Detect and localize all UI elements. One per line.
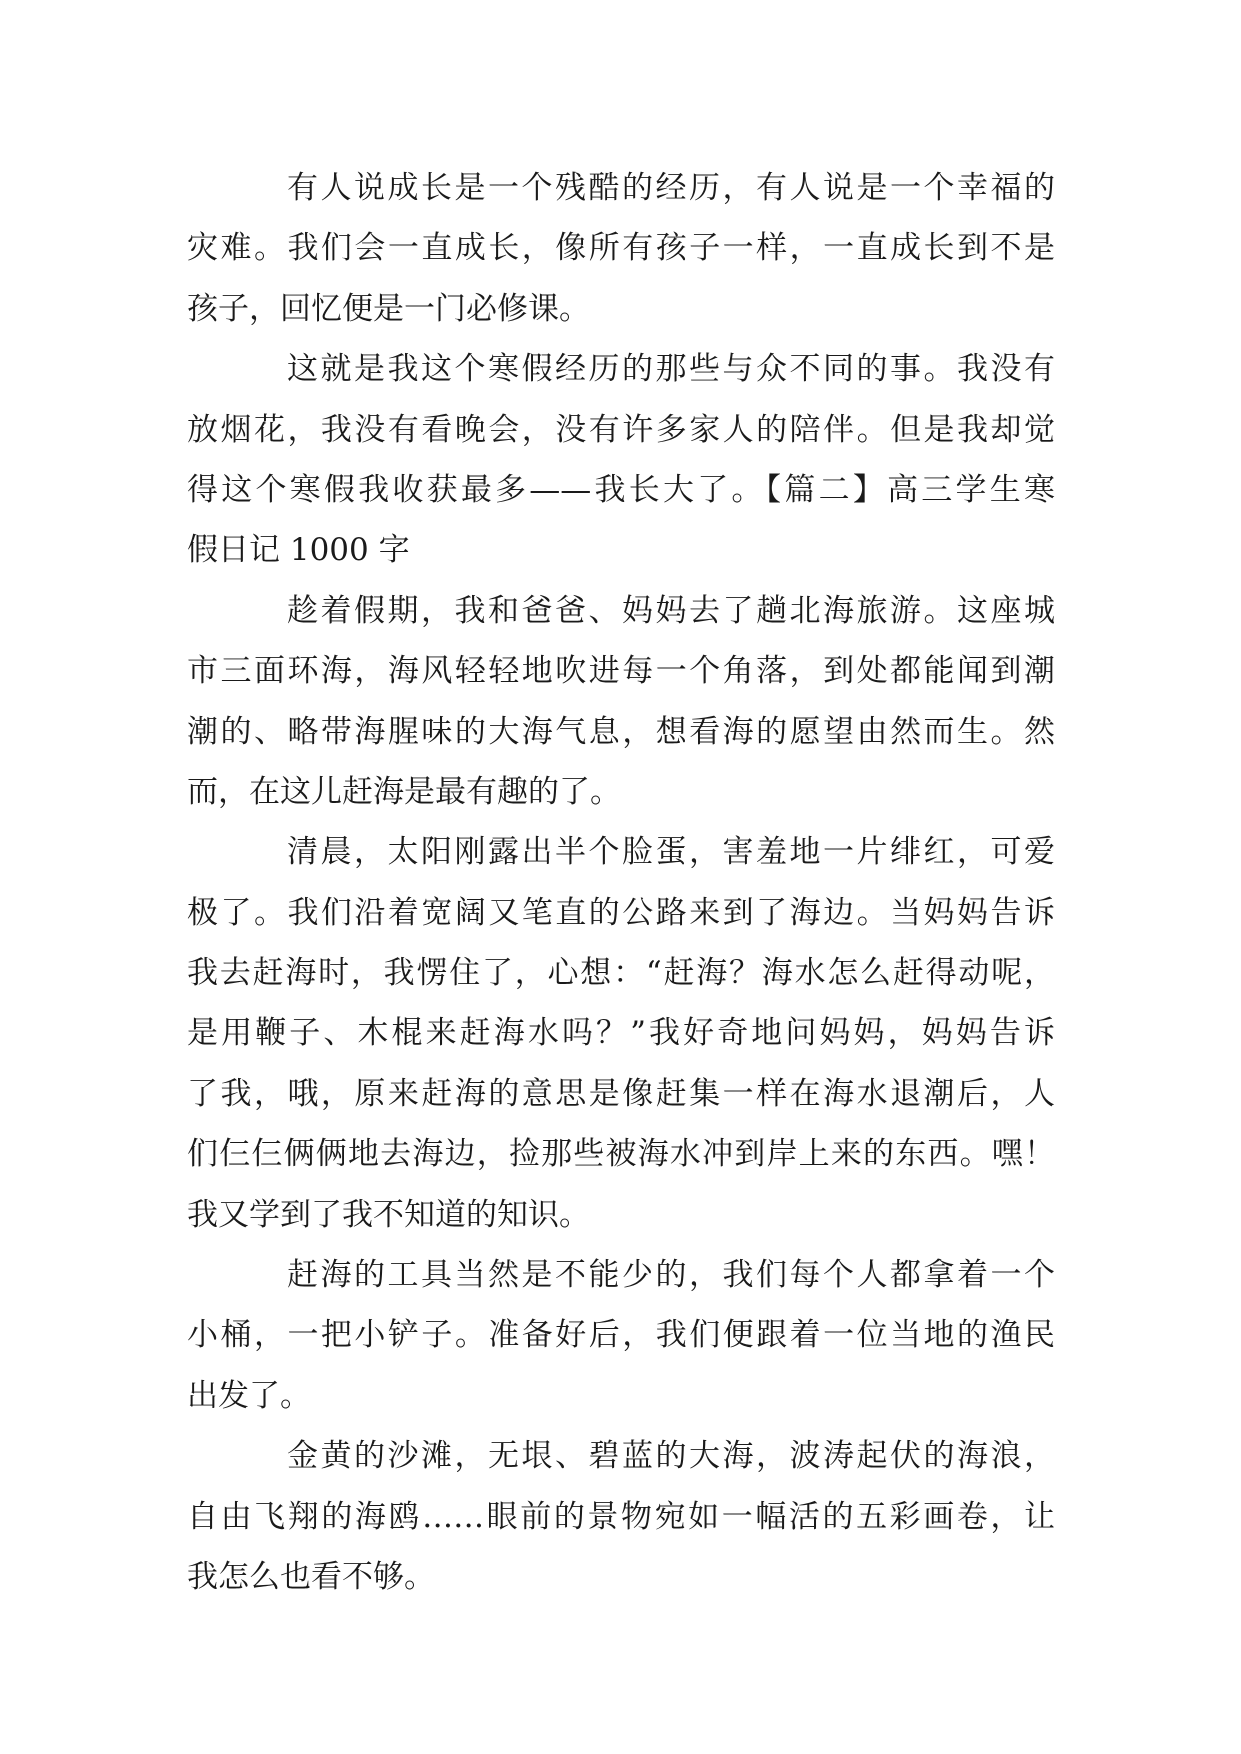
text-line: 趁着假期，我和爸爸、妈妈去了趟北海旅游。这座城 [287, 592, 1055, 629]
text-line: 灾难。我们会一直成长，像所有孩子一样，一直成长到不是 [187, 230, 1055, 267]
text-line: 清晨，太阳刚露出半个脸蛋，害羞地一片绯红，可爱 [287, 834, 1055, 871]
text-line: 得这个寒假我收获最多——我长大了。【篇二】高三学生寒 [187, 471, 1055, 508]
text-line: 我又学到了我不知道的知识。 [187, 1196, 590, 1233]
text-line: 了我，哦，原来赶海的意思是像赶集一样在海水退潮后，人 [187, 1075, 1055, 1112]
paragraph-2 [187, 339, 1055, 581]
paragraph-5 [187, 1245, 1055, 1426]
document-body [187, 158, 1055, 1607]
text-line: 小桶，一把小铲子。准备好后，我们便跟着一位当地的渔民 [187, 1317, 1055, 1354]
text-line: 是用鞭子、木棍来赶海水吗？”我好奇地问妈妈，妈妈告诉 [187, 1015, 1055, 1052]
text-line: 有人说成长是一个残酷的经历，有人说是一个幸福的 [287, 170, 1055, 206]
paragraph-4 [187, 822, 1055, 1245]
text-line: 假日记 1000 字 [187, 532, 410, 569]
text-line: 这就是我这个寒假经历的那些与众不同的事。我没有 [287, 351, 1055, 388]
text-line: 潮的、略带海腥味的大海气息，想看海的愿望由然而生。然 [187, 713, 1055, 750]
text-line: 孩子，回忆便是一门必修课。 [187, 290, 590, 327]
text-line: 极了。我们沿着宽阔又笔直的公路来到了海边。当妈妈告诉 [187, 894, 1055, 931]
text-line: 自由飞翔的海鸥……眼前的景物宛如一幅活的五彩画卷，让 [187, 1498, 1055, 1535]
paragraph-6 [187, 1426, 1055, 1607]
text-line: 们仨仨俩俩地去海边，捡那些被海水冲到岸上来的东西。嘿！ [187, 1136, 1055, 1173]
text-line: 市三面环海，海风轻轻地吹进每一个角落，到处都能闻到潮 [187, 653, 1055, 690]
text-line: 出发了。 [187, 1377, 311, 1414]
text-line: 放烟花，我没有看晚会，没有许多家人的陪伴。但是我却觉 [187, 411, 1055, 448]
text-line: 我怎么也看不够。 [187, 1558, 435, 1595]
text-line: 我去赶海时，我愣住了，心想：“赶海？海水怎么赶得动呢， [187, 955, 1055, 992]
paragraph-3 [187, 581, 1055, 823]
text-line: 赶海的工具当然是不能少的，我们每个人都拿着一个 [287, 1257, 1055, 1294]
text-line: 而，在这儿赶海是最有趣的了。 [187, 773, 621, 810]
paragraph-1 [187, 158, 1055, 339]
text-line: 金黄的沙滩，无垠、碧蓝的大海，波涛起伏的海浪， [287, 1438, 1055, 1475]
